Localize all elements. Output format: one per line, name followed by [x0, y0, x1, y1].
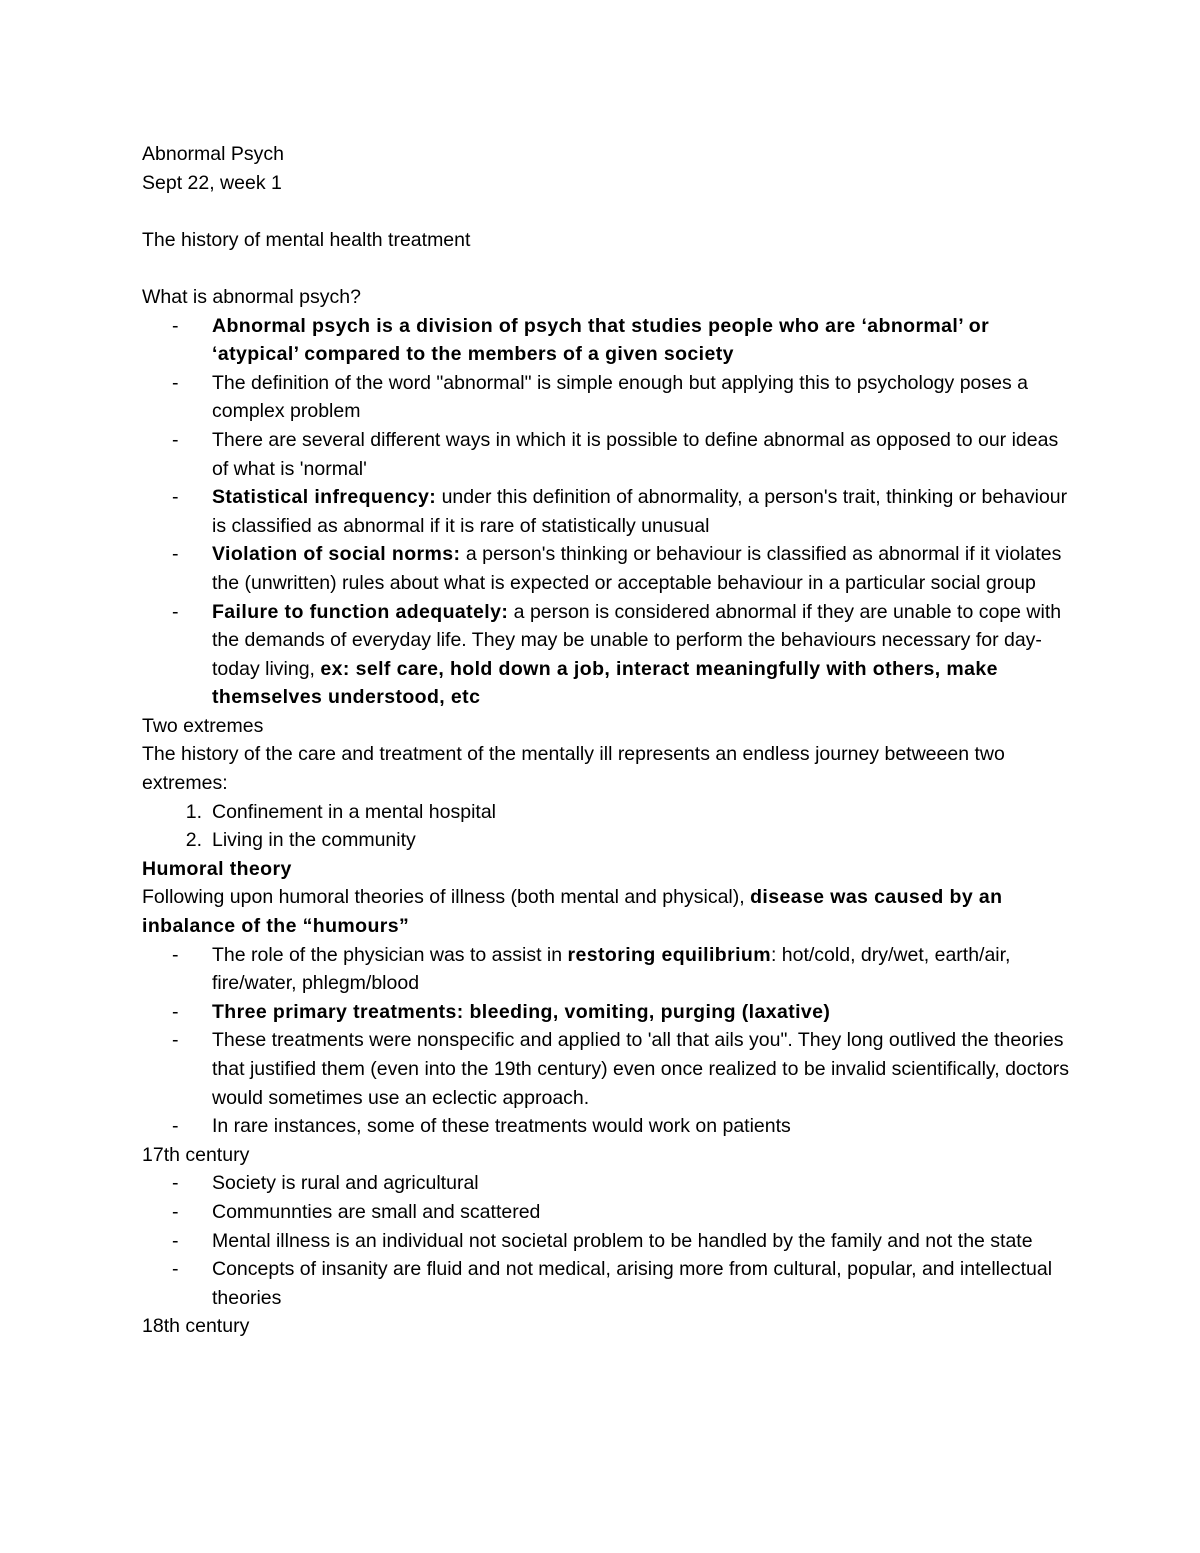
list-item: [142, 1198, 1072, 1227]
item-number: 1.: [185, 800, 202, 823]
term-restoring-equilibrium: restoring equilibrium: [567, 943, 771, 966]
lecture-title: The history of mental health treatment: [142, 228, 471, 251]
item-text: The role of the physician was to assist in: [212, 943, 568, 966]
bullet-dash: -: [172, 428, 179, 451]
bullet-dash: -: [172, 314, 179, 337]
bullet-dash: -: [172, 1172, 179, 1195]
item-text: Mental illness is an individual not societal problem to be handled by the family and not the state: [212, 1229, 1033, 1252]
item-text: Concepts of insanity are fluid and not medical, arising more from cultural, popular, and intellectual theories: [212, 1258, 1053, 1309]
bullet-dash: -: [172, 543, 179, 566]
definition-list: [142, 312, 1072, 712]
section-heading-humoral: [142, 855, 1072, 884]
lecture-date: Sept 22, week 1: [142, 171, 282, 194]
list-item: [142, 483, 1072, 540]
humoral-heading-text: Humoral theory: [142, 857, 292, 880]
course-title: Abnormal Psych: [142, 143, 284, 165]
bullet-dash: -: [172, 943, 179, 966]
list-item: [142, 1169, 1072, 1198]
item-text: In rare instances, some of these treatments would work on patients: [212, 1115, 791, 1138]
document-body: [142, 140, 1072, 1341]
item-text: There are several different ways in which it is possible to define abnormal as opposed to our ideas of what is 'normal': [212, 428, 1059, 480]
item-text: These treatments were nonspecific and applied to 'all that ails you". They long outlived the theories that justified them (even into the 19th century) even once realized to be invalid scientifically, doctors would sometimes use an eclectic approach.: [212, 1029, 1070, 1109]
bullet-dash: -: [172, 1115, 179, 1138]
list-item: [142, 998, 1072, 1027]
bullet-dash: -: [172, 1029, 179, 1052]
bullet-dash: -: [172, 371, 179, 394]
list-item: [142, 941, 1072, 998]
intro-bold-text: disease was caused by an inbalance of the “humours”: [142, 886, 1003, 938]
numbered-item: [142, 826, 1072, 855]
bullet-dash: -: [172, 1229, 179, 1252]
term-failure-to-function: Failure to function adequately:: [212, 600, 509, 623]
list-item: [142, 1112, 1072, 1141]
item-text: Confinement in a mental hospital: [212, 800, 496, 823]
bullet-dash: -: [172, 1258, 179, 1281]
item-text: Society is rural and agricultural: [212, 1172, 479, 1195]
list-item: [142, 426, 1072, 483]
humoral-list: [142, 941, 1072, 1141]
list-item: [142, 598, 1072, 712]
item-text: under this definition of abnormality, a person's trait, thinking or behaviour is classified as abnormal if it is rare of statistically unusual: [212, 486, 1068, 537]
section-question: What is abnormal psych?: [142, 285, 361, 308]
section-heading-18th-century: 18th century: [142, 1315, 250, 1338]
bullet-dash: -: [172, 1200, 179, 1223]
three-treatments-text: Three primary treatments: bleeding, vomiting, purging (laxative): [212, 1000, 831, 1023]
blank-line: [142, 197, 1072, 226]
bullet-dash: -: [172, 600, 179, 623]
section-heading-two-extremes: Two extremes: [142, 714, 264, 737]
item-text: : hot/cold, dry/wet, earth/air, fire/water, phlegm/blood: [212, 943, 1011, 995]
c17-list: [142, 1169, 1072, 1312]
item-number: 2.: [185, 829, 202, 852]
list-item: [142, 540, 1072, 597]
bullet-dash: -: [172, 486, 179, 509]
section-heading-17th-century: 17th century: [142, 1143, 250, 1166]
item-text: Communnties are small and scattered: [212, 1200, 541, 1223]
intro-text: Following upon humoral theories of illness (both mental and physical),: [142, 886, 751, 909]
bullet-dash: -: [172, 1000, 179, 1023]
numbered-item: [142, 798, 1072, 827]
list-item: [142, 1026, 1072, 1112]
term-violation-social-norms: Violation of social norms:: [212, 543, 461, 566]
item-text: a person's thinking or behaviour is classified as abnormal if it violates the (unwritten) rules about what is expected or acceptable behaviour in a particular social group: [212, 543, 1062, 594]
list-item: [142, 369, 1072, 426]
humoral-intro: [142, 883, 1072, 940]
item-text: a person is considered abnormal if they are unable to cope with the demands of everyday life. They may be unable to perform the behaviours necessary for day-today living,: [212, 600, 1062, 680]
extremes-list: [142, 798, 1072, 855]
two-extremes-intro: The history of the care and treatment of the mentally ill represents an endless journey betweeen two extremes:: [142, 743, 1005, 795]
term-statistical-infrequency: Statistical infrequency:: [212, 486, 437, 509]
list-item: [142, 312, 1072, 369]
item-text: The definition of the word "abnormal" is simple enough but applying this to psychology poses a complex problem: [212, 371, 1028, 423]
list-item: [142, 1227, 1072, 1256]
blank-line: [142, 254, 1072, 283]
list-item: [142, 1255, 1072, 1312]
definition-statement: Abnormal psych is a division of psych that studies people who are ‘abnormal’ or ‘atypical’ compared to the members of a given society: [212, 314, 990, 366]
item-text: Living in the community: [212, 829, 416, 852]
examples-text: ex: self care, hold down a job, interact meaningfully with others, make themselves understood, etc: [212, 657, 998, 709]
